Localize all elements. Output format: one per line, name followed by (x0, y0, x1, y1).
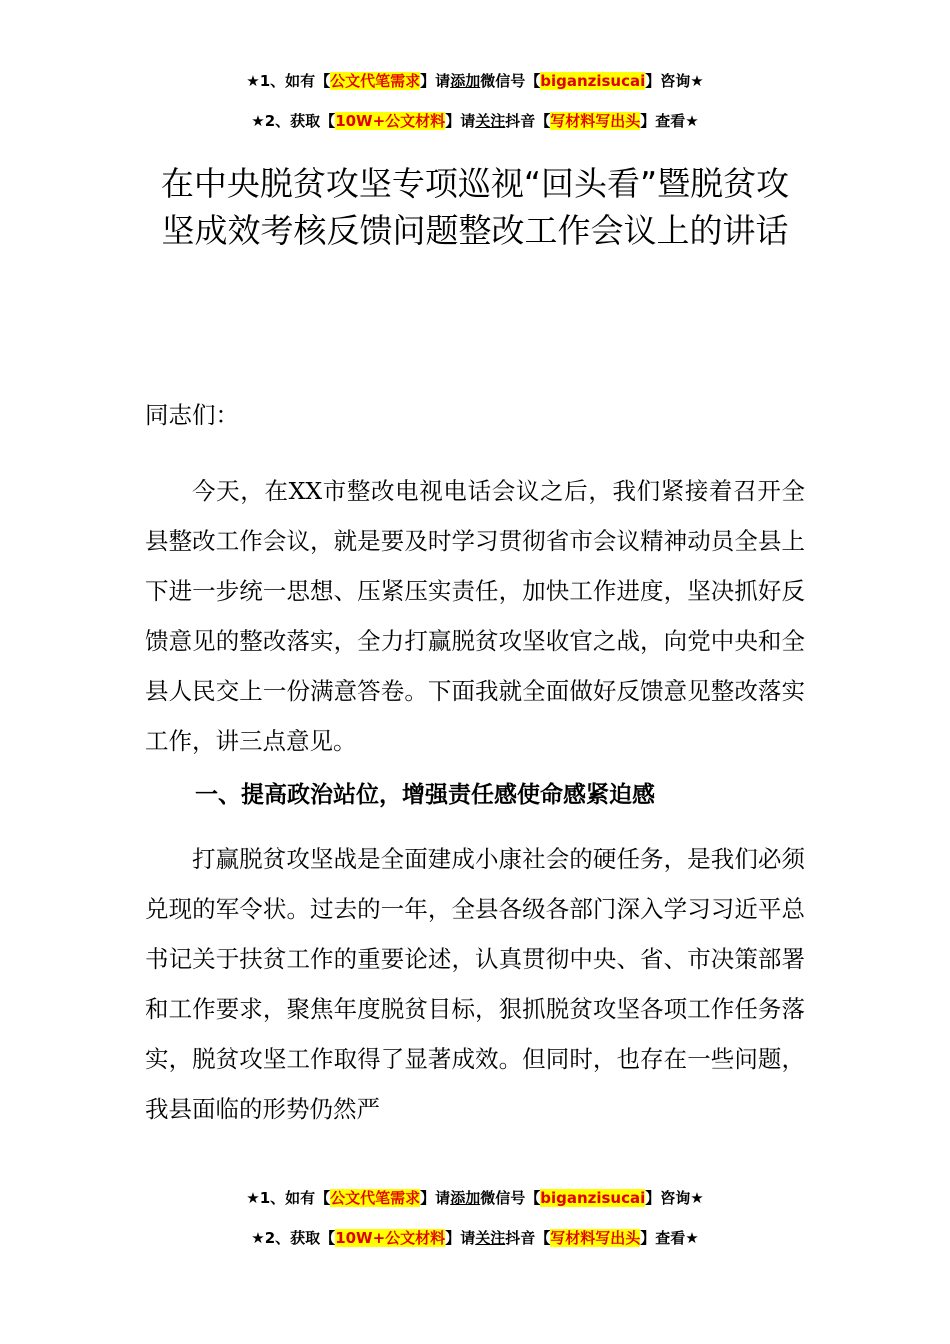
section-body (145, 834, 805, 1134)
banner-underlined: 关注 (475, 112, 506, 130)
banner-text: 】查看★ (640, 1229, 699, 1247)
banner-text: ★1、如有【 (246, 72, 331, 90)
banner-text: 微信号【 (480, 72, 541, 90)
banner-highlight: 写材料写出头 (550, 1229, 641, 1247)
intro-paragraph: 今天，在XX市整改电视电话会议之后，我们紧接着召开全县整改工作会议，就是要及时学习贯彻省市会议精神动员全县上下进一步统一思想、压紧压实责任，加快工作进度，坚决抓好反馈意见的整改落实，全力打赢脱贫攻坚收官之战，向党中央和全县人民交上一份满意答卷。下面我就全面做好反馈意见整改落实工作，讲三点意见。 (145, 477, 805, 755)
banner-text: 】请 (445, 112, 476, 130)
bottom-banner-line-1 (0, 1187, 950, 1208)
banner-text: 】咨询★ (645, 1189, 704, 1207)
banner-highlight: biganzisucai (540, 72, 646, 90)
bottom-banner-line-2 (0, 1227, 950, 1248)
section-heading: 一、提高政治站位，增强责任感使命感紧迫感 (195, 782, 655, 808)
top-banner-line-1 (0, 70, 950, 91)
banner-text: ★1、如有【 (246, 1189, 331, 1207)
banner-highlight: 10W+公文材料 (335, 112, 446, 130)
banner-underlined: 关注 (475, 1229, 506, 1247)
document-title: 在中央脱贫攻坚专项巡视“回头看”暨脱贫攻坚成效考核反馈问题整改工作会议上的讲话 (160, 164, 790, 250)
banner-highlight: 写材料写出头 (550, 112, 641, 130)
banner-underlined: 添加 (450, 72, 481, 90)
banner-text: 】请 (420, 72, 451, 90)
intro-block (145, 390, 805, 766)
banner-text: ★2、获取【 (251, 112, 336, 130)
top-banner-line-2 (0, 110, 950, 131)
section-paragraph: 打赢脱贫攻坚战是全面建成小康社会的硬任务，是我们必须兑现的军令状。过去的一年，全县各级各部门深入学习习近平总书记关于扶贫工作的重要论述，认真贯彻中央、省、市决策部署和工作要求，聚焦年度脱贫目标，狠抓脱贫攻坚各项工作任务落实，脱贫攻坚工作取得了显著成效。但同时，也存在一些问题，我县面临的形势仍然严 (145, 845, 805, 1123)
banner-text: 抖音【 (505, 1229, 551, 1247)
banner-highlight: 公文代笔需求 (330, 1189, 421, 1207)
banner-highlight: 10W+公文材料 (335, 1229, 446, 1247)
banner-text: ★2、获取【 (251, 1229, 336, 1247)
banner-text: 】请 (420, 1189, 451, 1207)
banner-highlight: biganzisucai (540, 1189, 646, 1207)
banner-highlight: 公文代笔需求 (330, 72, 421, 90)
banner-text: 】请 (445, 1229, 476, 1247)
banner-text: 】咨询★ (645, 72, 704, 90)
greeting: 同志们： (145, 401, 239, 429)
banner-underlined: 添加 (450, 1189, 481, 1207)
banner-text: 】查看★ (640, 112, 699, 130)
banner-text: 抖音【 (505, 112, 551, 130)
banner-text: 微信号【 (480, 1189, 541, 1207)
